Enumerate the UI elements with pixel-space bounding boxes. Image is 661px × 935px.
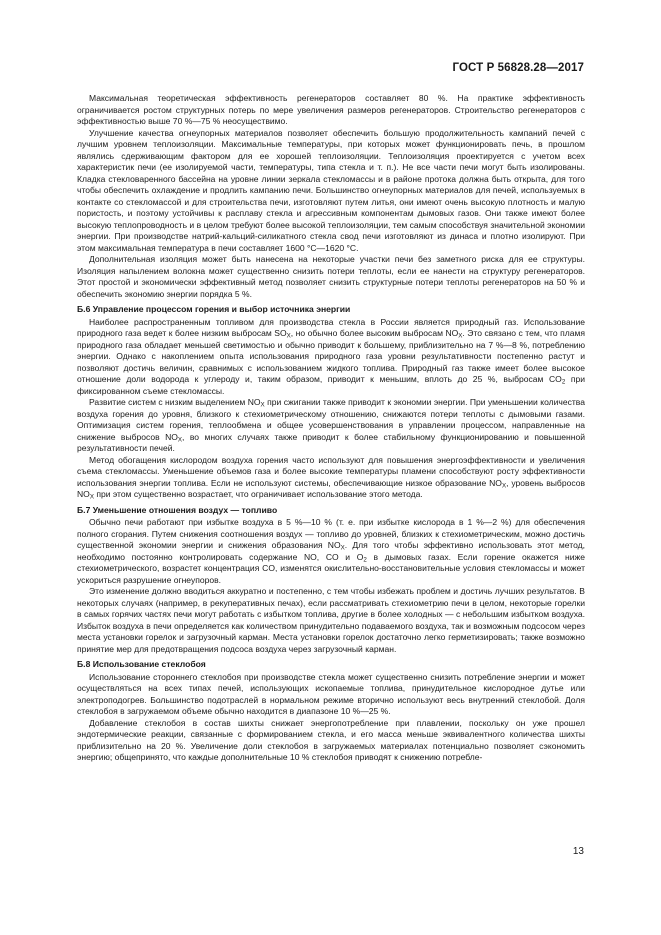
document-body [77,93,585,764]
section-heading-b6: Б.6 Управление процессом горения и выбор источника энергии [77,304,351,314]
paragraph: Обычно печи работают при избытке воздуха в 5 %—10 % (т. е. при избытке кислорода в 1 %—2 %) для обеспечения полного сгорания. Путем снижения соотношения воздух — топливо до уровней, близких к стехиометрическим, можно достичь существенной экономии энергии и снижения образования $NO_X$. Для того чтобы эффективно использовать этот метод, необходимо постоянно контролировать содержание NO, CO и $O_2$ в дымовых газах. Если горение окажется ниже стехиометрического, возрастет концентрация CO, изменятся окислительно-восстановительные условия стекломассы и может ускориться разрушение огнеупоров. [77,517,586,585]
paragraph: Использование стороннего стеклобоя при производстве стекла может существенно снизить потребление энергии и может осуществляться на всех типах печей, использующих ископаемые топлива, принудительное кислородное дутье или электроподогрев. Большинство подотраслей в нормальном режиме вторично используют весь внутренний стеклобой. Доля стеклобоя в загружаемом объеме обычно находится в диапазоне 10 %—25 %. [77,671,585,716]
document-header: ГОСТ Р 56828.28—2017 [452,62,584,74]
paragraph: Метод обогащения кислородом воздуха горения часто используют для повышения энергоэффективности и увеличения съема стекломассы. Уменьшение объемов газа и более высокие температуры пламени способствуют росту эффективности использования энергии топлива. Если не используют системы, обеспечивающие низкое образование $NO_X$, уровень выбросов $NO_X$ при этом существенно возрастает, что ограничивает использование этого метода. [77,454,585,501]
paragraph: Наиболее распространенным топливом для производства стекла в России является природный газ. Использование природного газа ведет к более низким выбросам $SO_X$, но обычно более высоким выбросам $NO_X$. Это связано с тем, что пламя природного газа обладает меньшей светимостью и обычно приводит к большему, приблизительно на 7 %—8 %, потреблению энергии. Однако с накоплением опыта использования природного газа уровни результативности постепенно растут и позволяют достичь величин, сравнимых с использованием жидкого топлива. Природный газ также имеет более высокое отношение доли водорода к углероду и, таким образом, приводит к меньшим, вплоть до 25 %, выбросам $CO_2$ при фиксированном съеме стекломассы. [77,316,586,396]
paragraph: Это изменение должно вводиться аккуратно и постепенно, с тем чтобы избежать проблем и достичь лучших результатов. В некоторых случаях (например, в рекуперативных печах), если рассматривать стехиометрию печи в целом, некоторые горелки в самых горячих частях печи могут работать с избытком топлива, другие в более холодных — с небольшим избытком воздуха. Избыток воздуха в печи определяется как количеством принудительно подаваемого воздуха, так и возможным подсосом через места установки горелок и загрузочный карман. Места установки горелок достаточно легко герметизировать; также возможно принятие мер для предотвращения подсоса воздуха через загрузочный карман. [77,586,585,654]
paragraph: Дополнительная изоляция может быть нанесена на некоторые участки печи без заметного риска для ее структуры. Изоляция напылением волокна может существенно снизить потери теплоты, если ее нанести на структуру регенераторов. Этот простой и экономически эффективный метод позволяет снизить структурные потери теплоты регенераторов на 50 % и обеспечить экономию энергии порядка 5 %. [77,254,585,299]
paragraph: Развитие систем с низким выделением $NO_X$ при сжигании также приводит к экономии энергии. При уменьшении количества воздуха горения до уровня, близкого к стехиометрическому отношению, снижаются потери теплоты с дымовыми газами. Оптимизация систем горения, теплообмена и общее усовершенствования в управлении процессом, направленные на снижение выбросов $NO_X$, во многих случаях также приводит к более стабильному функционированию и повышенной результативности печей. [77,397,586,453]
page-number: 13 [572,846,584,857]
section-heading-b8: Б.8 Использование стеклобоя [77,659,206,669]
section-heading-b7: Б.7 Уменьшение отношения воздух — топливо [77,504,278,515]
paragraph: Максимальная теоретическая эффективность регенераторов составляет 80 %. На практике эффективность ограничивается ростом структурных потерь по мере увеличения размеров регенераторов. Строительство регенераторов с эффективностью выше 70 %—75 % неосуществимо. [77,93,585,126]
paragraph: Улучшение качества огнеупорных материалов позволяет обеспечить большую продолжительность кампаний печей с лучшим уровнем теплоизоляции. Максимальные температуры, при которых может функционировать печь, в прошлом являлись сдерживающим фактором для ее хорошей теплоизоляции. Теплоизоляция проектируется с учетом всех характеристик печи (ее изолируемой части, температуры, типа стекла и т. п.). Не все части печи могут быть изолированы. Кладка стекловаренного бассейна на уровне линии зеркала стекломассы и в районе протока должна быть открыта, для того чтобы обеспечить охлаждение и продлить кампанию печи. Большинство огнеупорных материалов для печей, используемых в контакте со стекломассой и для строительства печи, изготовляют путем литья, они имеют очень высокую плотность и малую пористость, и поэтому устойчивы к расплаву стекла и агрессивным компонентам дымовых газов. Они также имеют более высокую теплопроводность и в целом требуют более высокой теплоизоляции, тем самым способствуя значительной экономии энергии. При производстве натрий-кальций-силикатного стекла свод печи изготовляют из динаса и плотно изолируют. При этом максимальная температура в печи составляет 1600 °С—1620 °С. [77,127,585,253]
paragraph: Добавление стеклобоя в состав шихты снижает энергопотребление при плавлении, поскольку он уже прошел эндотермические реакции, связанные с формированием стекла, и его масса меньше эквивалентного количества шихты приблизительно на 20 %. Увеличение доли стеклобоя в загружаемых материалах потенциально позволяет сэкономить энергию; общепринято, что каждые дополнительные 10 % стеклобоя приводят к снижению потребле- [77,717,585,762]
